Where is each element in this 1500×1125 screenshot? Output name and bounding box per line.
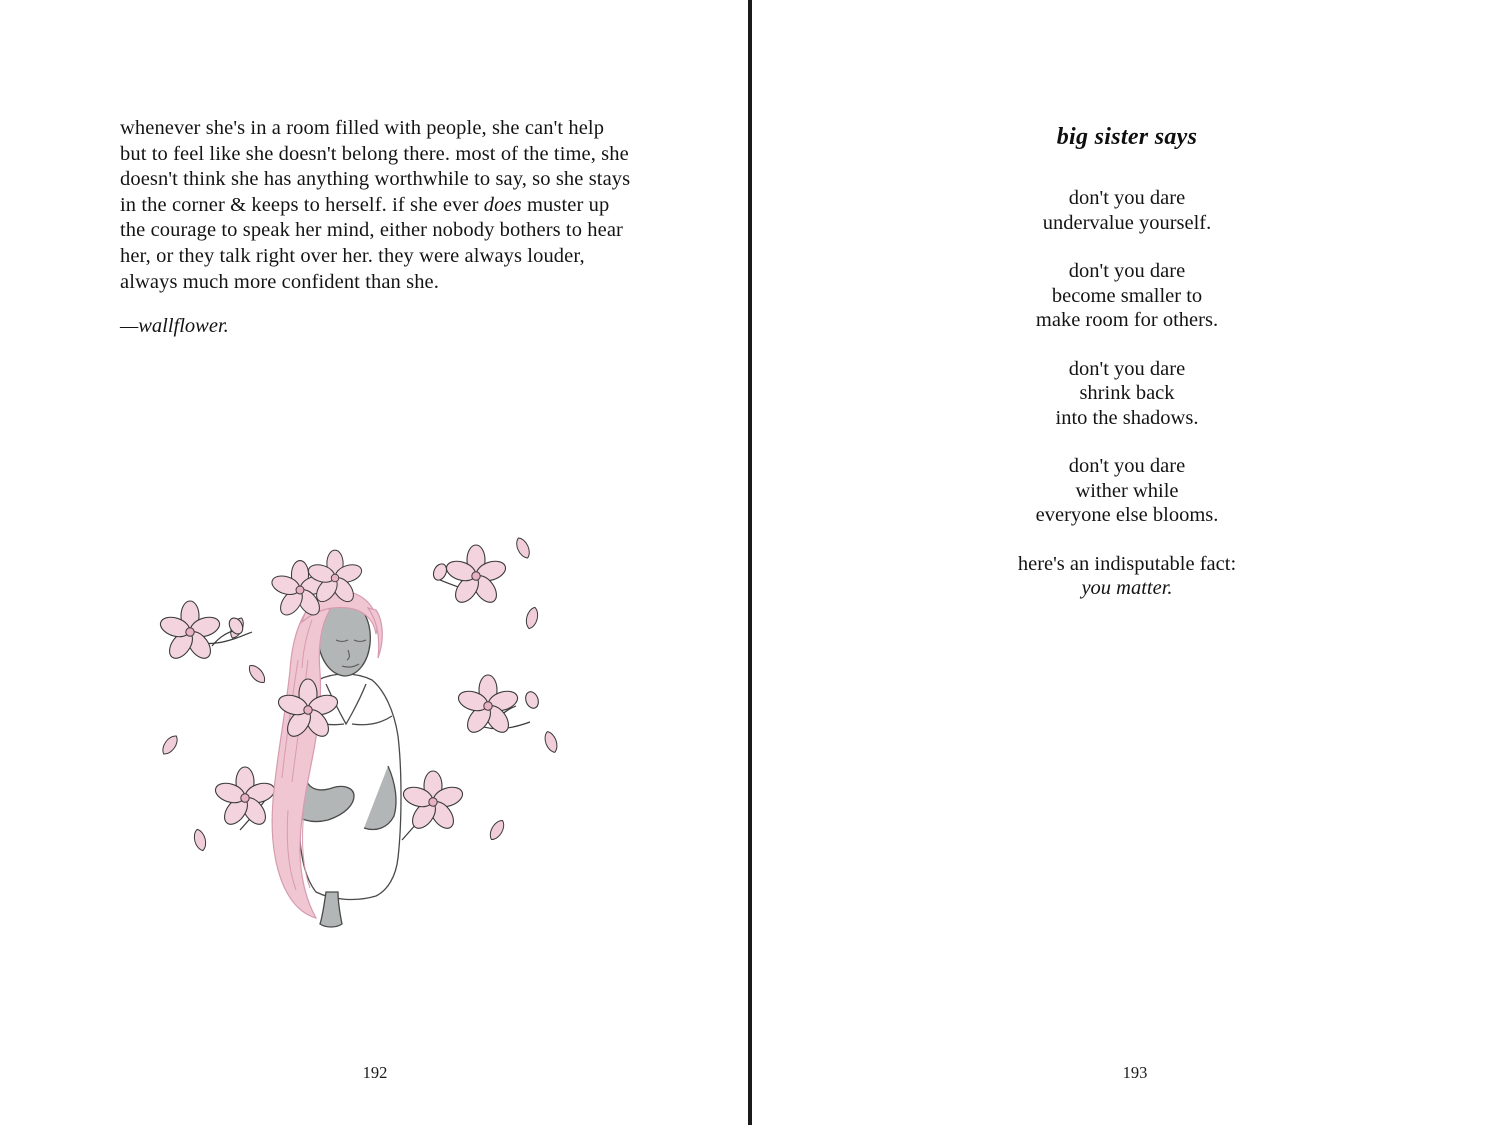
body-paragraph-part-2: muster up the courage to speak her mind, either nobody bothers to hear her, or they talk right over her. they were always louder, always much more confident than she.	[120, 193, 623, 293]
poem-line: into the shadows.	[1055, 406, 1199, 429]
poem-line: wither while	[1075, 479, 1179, 502]
poem-line: don't you dare	[1068, 357, 1186, 380]
stanza-1	[752, 186, 1500, 235]
body-paragraph-emphasis: does	[483, 193, 522, 216]
stanza-3	[752, 357, 1500, 431]
right-page	[750, 0, 1500, 1125]
poem-line: don't you dare	[1068, 260, 1186, 282]
stanza-4	[752, 454, 1500, 528]
poem-body	[752, 186, 1500, 625]
body-paragraph	[120, 116, 632, 295]
page-number-left: 192	[362, 1063, 388, 1082]
poem-line: don't you dare	[1068, 187, 1186, 209]
page-number-right: 193	[1122, 1063, 1148, 1082]
girl-with-long-pink-hair-and-cherry-blossoms-illustration	[140, 510, 610, 930]
poem-line: everyone else blooms.	[1035, 504, 1219, 526]
poem-attribution: —wallflower.	[120, 315, 229, 337]
poem-line: undervalue yourself.	[1042, 211, 1212, 234]
poem-line: here's an indisputable fact:	[1017, 552, 1237, 575]
body-paragraph-part-1: whenever she's in a room filled with people, she can't help but to feel like she doesn't belong there. most of the time, she doesn't think she has anything worthwhile to say, so she stays in the corner & keeps to herself. if she ever	[120, 117, 631, 216]
poem-closing-line: you matter.	[1081, 577, 1173, 599]
poem-line: shrink back	[1079, 382, 1175, 404]
poem-line: don't you dare	[1068, 455, 1186, 477]
stanza-5	[752, 552, 1500, 601]
poem-line: make room for others.	[1035, 309, 1219, 331]
poem-title: big sister says	[1056, 124, 1198, 150]
stanza-2	[752, 259, 1500, 333]
poem-line: become smaller to	[1051, 284, 1203, 307]
